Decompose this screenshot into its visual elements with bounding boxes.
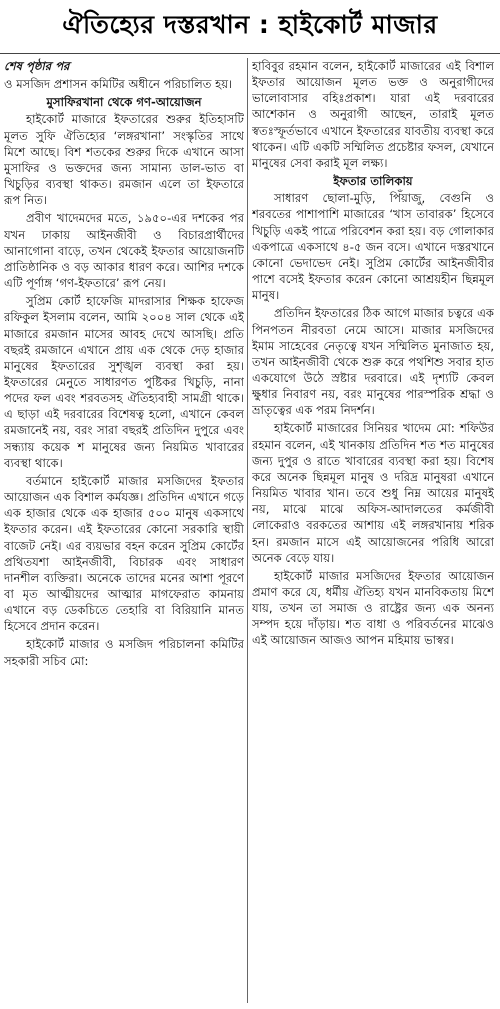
article-paragraph: প্রবীণ খাদেমদের মতে, ১৯৫০-এর দশকের পর যখন ঢাকায় আইনজীবী ও বিচারপ্রার্থীদের আনাগোনা বাড়ে, তখন থেকেই ইফতার আয়োজনটি প্রাতিষ্ঠানিক ও বড় আকার ধারণ করে। আশির দশকে এটি পূর্ণাঙ্গ ‘গণ-ইফতারে’ রূপ নেয়। bbox=[4, 211, 244, 291]
article-paragraph: সুপ্রিম কোর্ট হাফেজি মাদরাসার শিক্ষক হাফেজ রফিকুল ইসলাম বলেন, আমি ২০০৪ সাল থেকে এই মাজারে রমজান মাসের আবহ দেখে আসছি। প্রতি বছরই রমজানে এখানে প্রায় এক থেকে দেড় হাজার মানুষের ইফতারের সুশৃঙ্খল ব্যবস্থা করা হয়। ইফতারের মেনুতে সাধারণত পুষ্টিকর খিচুড়ি, নানা পদের ফল এবং শরবতসহ ঐতিহ্যবাহী সামগ্রী থাকে। এ ছাড়া এই দরবারের বিশেষত্ব হলো, এখানে কেবল রমজানেই নয়, বরং সারা বছরই প্রতিদিন দুপুরে এবং সন্ধ্যায় কয়েক শ মানুষের জন্য নিয়মিত খাবারের ব্যবস্থা থাকে। bbox=[4, 294, 244, 470]
section-subheading: মুসাফিরখানা থেকে গণ-আয়োজন bbox=[46, 95, 202, 110]
article-column-right bbox=[252, 58, 494, 1006]
article-column-left bbox=[4, 58, 244, 1006]
article-paragraph: প্রতিদিন ইফতারের ঠিক আগে মাজার চত্বরে এক পিনপতন নীরবতা নেমে আসে। মাজার মসজিদের ইমাম সাহেবের নেতৃত্বে যখন সম্মিলিত মুনাজাত হয়, তখন আইনজীবী থেকে শুরু করে পথশিশু সবার হাত একযোগে উঠে স্রষ্টার দরবারে। এই দৃশ্যটি কেবল ক্ষুধার নিবারণ নয়, বরং মানুষের পারস্পরিক শ্রদ্ধা ও ভ্রাতৃত্বের এক পরম নিদর্শন। bbox=[252, 306, 494, 418]
article-headline: ঐতিহ্যের দস্তরখান : হাইকোর্ট মাজার bbox=[0, 0, 500, 54]
article-paragraph: হাইকোর্ট মাজার মসজিদের ইফতার আয়োজন প্রমাণ করে যে, ধর্মীয় ঐতিহ্য যখন মানবিকতায় মিশে যায়, তখন তা সমাজ ও রাষ্ট্রের জন্য এক অনন্য সম্পদ হয়ে দাঁড়ায়। শত বাধা ও পরিবর্তনের মাঝেও এই আয়োজন আজও আপন মহিমায় ভাস্বর। bbox=[252, 568, 494, 648]
article-paragraph: হাইকোর্ট মাজারে ইফতারের শুরুর ইতিহাসটি মূলত সুফি ঐতিহ্যের ‘লঙ্গরখানা’ সংস্কৃতির সাথে মিশে আছে। বিশ শতকের শুরুর দিকে এখানে আসা মুসাফির ও ভক্তদের জন্য সামান্য ডাল-ভাত বা খিচুড়ির ব্যবস্থা থাকত। রমজান এলে তা ইফতারে রূপ নিত। bbox=[4, 112, 244, 208]
section-subheading: ইফতার তালিকায় bbox=[333, 174, 413, 189]
article-paragraph: হাইকোর্ট মাজার ও মসজিদ পরিচালনা কমিটির সহকারী সচিব মো: bbox=[4, 637, 244, 668]
column-divider bbox=[247, 58, 248, 1003]
article-paragraph: বর্তমানে হাইকোর্ট মাজার মসজিদের ইফতার আয়োজন এক বিশাল কর্মযজ্ঞ। প্রতিদিন এখানে গড়ে এক হাজার থেকে এক হাজার ৫০০ মানুষ একসাথে ইফতার করেন। এই ইফতারের কোনো সরকারি স্থায়ী বাজেট নেই। এর ব্যয়ভার বহন করেন সুপ্রিম কোর্টের প্রথিতযশা আইনজীবী, বিচারক এবং সাধারণ দানশীল ব্যক্তিরা। অনেকে তাদের মনের আশা পূরণে বা মৃত আত্মীয়দের আত্মার মাগফেরাত কামনায় এখানে বড় ডেকচিতে তেহারি বা বিরিয়ানি মানত হিসেবে প্রদান করেন। bbox=[4, 473, 244, 634]
article-paragraph: সাধারণ ছোলা-মুড়ি, পিঁয়াজু, বেগুনি ও শরবতের পাশাপাশি মাজারের ‘খাস তাবারক’ হিসেবে খিচুড়ি একই পাত্রে পরিবেশন করা হয়। বড় গোলাকার একপাত্রে একসাথে ৪-৫ জন বসে। এখানে দস্তরখানে কোনো ভেদাভেদ নেই। সুপ্রিম কোর্টের আইনজীবীর পাশে বসেই ইফতার করেন কোনো আশ্রয়হীন ছিন্নমূল মানুষ। bbox=[252, 191, 494, 303]
continued-from-label: শেষ পৃষ্ঠার পর bbox=[4, 59, 70, 73]
article-paragraph: হাবিবুর রহমান বলেন, হাইকোর্ট মাজারের এই বিশাল ইফতার আয়োজন মূলত ভক্ত ও অনুরাগীদের ভালোবাসার বহিঃপ্রকাশ। যারা এই দরবারের আশেকান ও অনুরাগী আছেন, তারাই মূলত স্বতঃস্ফূর্তভাবে এখানে ইফতারের যাবতীয় ব্যবস্থা করে থাকেন। এটি একটি সম্মিলিত প্রচেষ্টার ফসল, যেখানে মানুষের সেবা করাই মূল লক্ষ্য। bbox=[252, 59, 494, 170]
article-paragraph: ও মসজিদ প্রশাসন কমিটির অধীনে পরিচালিত হয়। bbox=[4, 77, 233, 92]
article-paragraph: হাইকোর্ট মাজারের সিনিয়র খাদেম মো: শফিউর রহমান বলেন, এই খানকায় প্রতিদিন শত শত মানুষের জন্য দুপুর ও রাতে খাবারের ব্যবস্থা করা হয়। বিশেষ করে অনেক ছিন্নমূল মানুষ ও দরিদ্র মানুষরা এখানে নিয়মিত খাবার খান। তবে শুধু নিম্ন আয়ের মানুষই নয়, মাঝে মাঝে অফিস-আদালতের কর্মজীবী লোকেরাও বরকতের আশায় এই লঙ্গরখানায় শরিক হন। রমজান মাসে এই আয়োজনের পরিধি আরো অনেক বেড়ে যায়। bbox=[252, 421, 494, 565]
